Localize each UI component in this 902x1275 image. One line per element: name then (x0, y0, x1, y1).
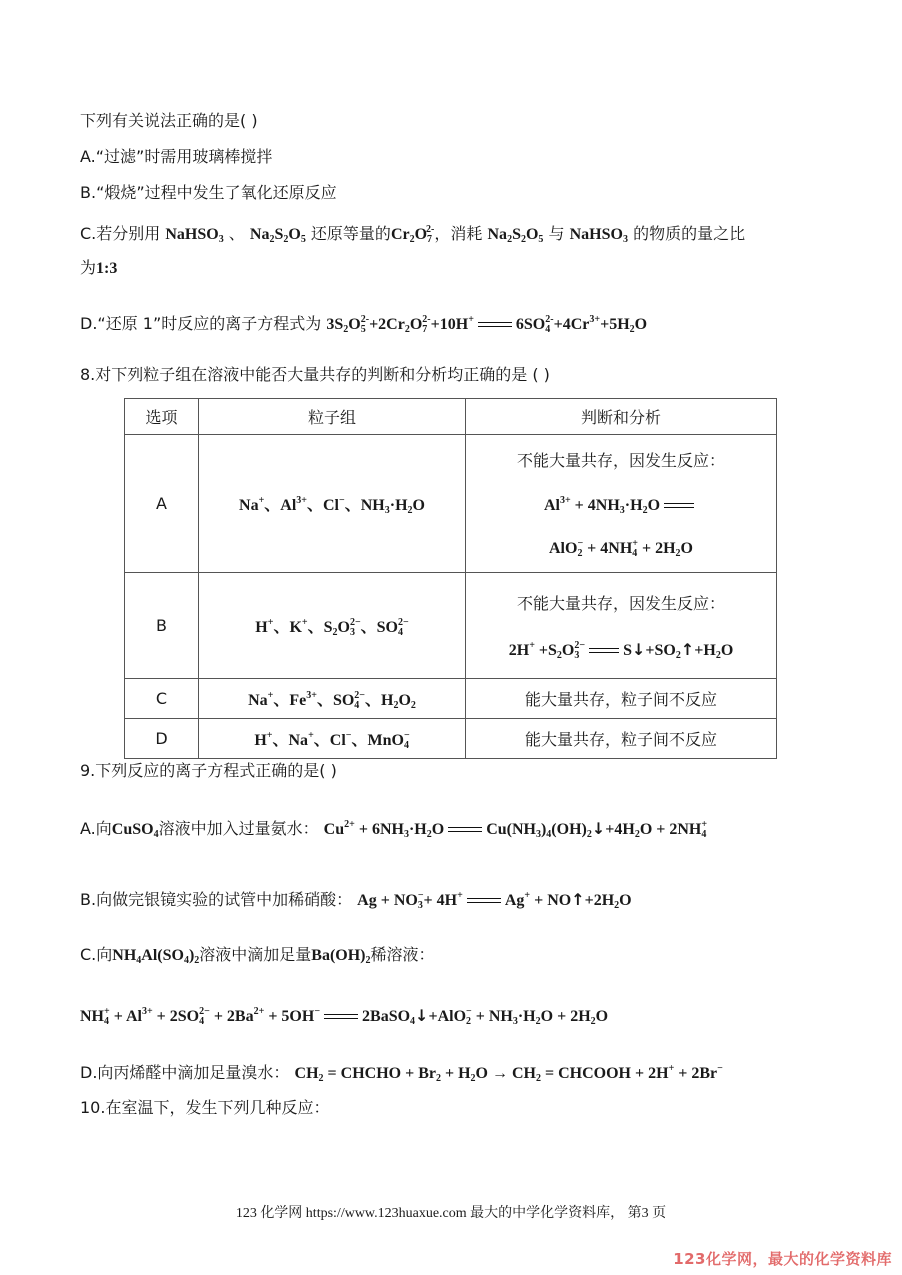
q7-c-sep: 、 (228, 224, 245, 243)
formula-nh4al-so4-2: $NH_4Al(SO_4)_2$ (112, 947, 200, 966)
q9-b-pre: B.向做完银镜实验的试管中加稀硝酸： (80, 890, 353, 909)
q9-d-pre: D.向丙烯醛中滴加足量溴水： (80, 1063, 290, 1082)
q9-option-d (80, 1058, 723, 1090)
header-particles: 粒子组 (199, 399, 466, 435)
row-a-analysis (466, 435, 777, 573)
formula-nahso3: NaHSO$_3$ (165, 226, 224, 245)
q7-c-mid2: 还原等量的 (310, 224, 391, 243)
formula-cuso4: CuSO$_4$ (111, 821, 159, 840)
row-d-option: D (125, 719, 199, 759)
q7-option-b: B.“煅烧”过程中发生了氧化还原反应 (80, 183, 337, 202)
row-b-analysis (466, 573, 777, 679)
table-row (125, 573, 777, 679)
q7-option-c-line2 (80, 257, 117, 280)
row-d-particles: H+、Na+、Cl−、MnO$_4$− (199, 719, 466, 759)
q7-option-d (80, 309, 647, 341)
q9-a-mid: 溶液中加入过量氨水： (158, 819, 319, 838)
q7-c-mid4: 与 (548, 224, 565, 243)
q7-c-ratio: 1:3 (96, 260, 118, 277)
table-row (125, 679, 777, 719)
q7-c-pre: C.若分别用 (80, 224, 161, 243)
row-c-option: C (125, 679, 199, 719)
equation-q9c: $NH_4^+ + Al^{3+} + 2SO_4^{2-} + 2Ba^{2+} + 5OH^-$ 2BaSO$_4$↓+AlO$_2$− + $NH_3\cdot H_2O + 2H_2O$ (80, 1006, 609, 1027)
row-a-equation-1: $Al^{3+} + 4NH_3\cdot H_2O$ (466, 495, 776, 516)
q7-c-mid3: ，消耗 (434, 224, 483, 243)
formula-na2s2o5-b: $Na_2S_2O_5$ (487, 226, 544, 245)
q7-c-line2-pre: 为 (80, 258, 97, 277)
row-d-analysis: 能大量共存，粒子间不反应 (466, 719, 777, 759)
formula-nahso3-b: NaHSO$_3$ (569, 226, 628, 245)
formula-ba-oh-2: $Ba(OH)_2$ (311, 947, 371, 966)
page-footer: 123 化学网 https://www.123huaxue.com 最大的中学化学资料库， 第3 页 (235, 1206, 667, 1221)
q8-table (124, 398, 777, 759)
row-b-equation: $2H^+ +S_2O_3^{2-}$ $S↓+SO_2↑+H_2O$ (508, 639, 734, 661)
row-a-equation-2: $AlO_2^- + 4NH_4^+ + 2H_2O$ (549, 538, 693, 559)
row-a-particles: Na+、$Al^{3+}$、Cl−、$NH_3\cdot H_2O$ (199, 435, 466, 573)
q9-c-post: 稀溶液： (370, 945, 435, 964)
header-option: 选项 (125, 399, 199, 435)
row-a-note: 不能大量共存，因发生反应： (516, 451, 725, 470)
q9-stem: 9.下列反应的离子方程式正确的是( ) (80, 761, 337, 780)
row-c-analysis: 能大量共存，粒子间不反应 (466, 679, 777, 719)
formula-cr2o7: $Cr_2O_7^{2-}$ (390, 224, 435, 245)
row-a-option: A (125, 435, 199, 573)
formula-na2s2o5: $Na_2S_2O_5$ (249, 226, 306, 245)
q9-c-mid: 溶液中滴加足量 (199, 945, 312, 964)
equation-q9d: $CH_2$ = CHCHO + $Br_2 + H_2O \to CH_2$ = CHCOOH + 2H+ + 2Br− (294, 1063, 723, 1084)
equation-q7d: $3S_2O_5^{2-}+2Cr_2O_7^{2-}+10H^+$ $6SO_4^{2-}+4Cr^{3+}+5H_2O$ (326, 314, 648, 335)
table-row (125, 435, 777, 573)
row-b-option: B (125, 573, 199, 679)
q7-stem: 下列有关说法正确的是( ) (80, 111, 258, 130)
equation-q9a: $Cu^{2+} + 6NH_3\cdot H_2O$ $Cu(NH_3)_4(OH)_2↓+4H_2O + 2NH_4^+$ (323, 819, 708, 840)
q7-c-mid5: 的物质的量之比 (633, 224, 746, 243)
equation-q9b: $Ag + NO_3^-+ 4H^+$ $Ag^+ + NO↑+2H_2O$ (357, 890, 632, 911)
table-header-row (125, 399, 777, 435)
q7-option-a: A.“过滤”时需用玻璃棒搅拌 (80, 147, 273, 166)
q7-d-pre: D.“还原 1”时反应的离子方程式为 (80, 314, 322, 333)
row-b-particles: H+、K+、$S_2O_3^{2-}$、$SO_4^{2-}$ (199, 573, 466, 679)
q9-c-pre: C.向 (80, 945, 113, 964)
q9-option-a (80, 814, 707, 846)
q9-a-pre: A.向 (80, 819, 112, 838)
header-analysis: 判断和分析 (466, 399, 777, 435)
q9-option-c (80, 944, 435, 972)
watermark: 123化学网，最大的化学资料库 (673, 1250, 892, 1268)
q8-stem: 8.对下列粒子组在溶液中能否大量共存的判断和分析均正确的是 ( ) (80, 365, 550, 384)
row-c-particles: Na+、$Fe^{3+}$、$SO_4^{2-}$、$H_2O_2$ (199, 679, 466, 719)
q7-option-c (80, 219, 745, 251)
q9-c-equation-line (80, 1001, 608, 1033)
q10-stem: 10.在室温下，发生下列几种反应： (80, 1098, 330, 1117)
table-row (125, 719, 777, 759)
q9-option-b (80, 885, 632, 917)
row-b-note: 不能大量共存，因发生反应： (516, 593, 725, 613)
